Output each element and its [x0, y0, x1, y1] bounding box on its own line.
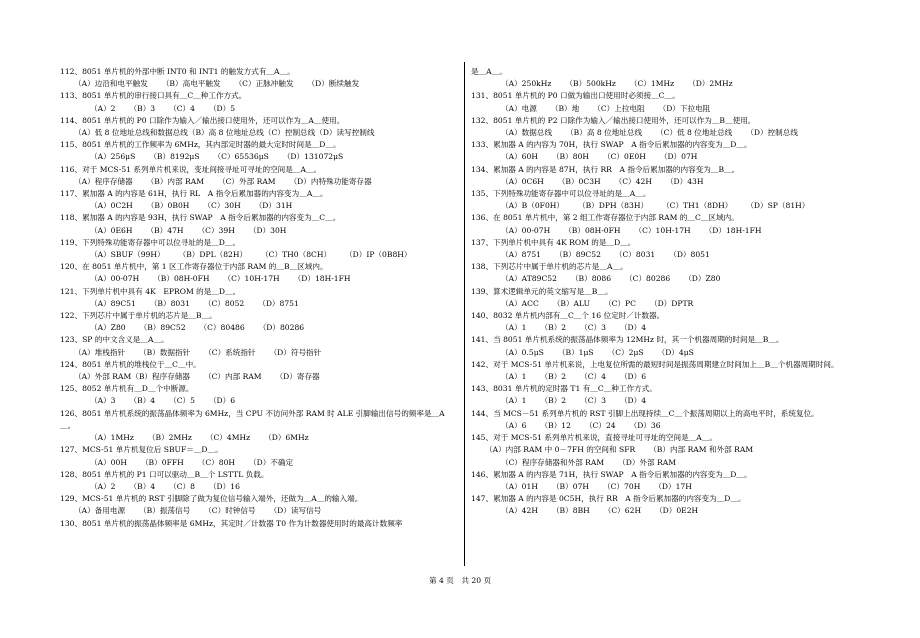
option-row	[60, 347, 458, 359]
answer-option: （B）3	[129, 103, 156, 113]
option-row	[471, 505, 876, 517]
answer-option: （A）1	[501, 396, 527, 406]
answer-option: （A）数据总线	[501, 128, 553, 138]
answer-option: （D）4μS	[657, 347, 694, 357]
question-stem: 125、8052 单片机有＿D＿个中断源。	[60, 384, 194, 394]
answer-option: （A）AT89C52	[501, 274, 557, 284]
answer-option: （C）80H	[197, 457, 236, 467]
question-stem: 122、下列芯片中属于单片机的芯片是＿B＿。	[60, 311, 217, 321]
question-stem: 140、8032 单片机内部有＿C＿个 16 位定时／计数器。	[471, 311, 665, 321]
option-row	[60, 505, 458, 517]
question-stem: 126、8051 单片机系统的振荡晶体频率为 6MHz，当 CPU 不访问外部 RAM 时 ALE 引脚输出信号的频率是＿A＿。	[60, 408, 445, 430]
answer-option: （A）堆栈指针	[74, 347, 126, 357]
answer-option: （A）内部 RAM 中 0－7FH 的空间和 SFR	[485, 445, 636, 455]
answer-option: （C）4	[169, 103, 195, 113]
answer-option: （B）2	[540, 372, 567, 382]
option-row	[60, 298, 458, 310]
answer-option: （D）07H	[659, 152, 698, 162]
question-stem: 114、8051 单片机的 P0 口除作为输入／输出接口使用外，还可以作为＿A＿使用。	[60, 115, 345, 125]
left-column	[60, 66, 458, 530]
question-stem: 138、下列芯片中属于单片机的芯片是＿A＿。	[471, 262, 628, 272]
answer-option: （B）8192μS	[149, 152, 200, 162]
answer-option: （A）备用电源	[74, 506, 126, 516]
answer-option: （A）42H	[501, 506, 538, 516]
question-stem: 145、对于 MCS-51 系列单片机来说，直接寻址可寻址的空间是＿A＿。	[471, 433, 717, 443]
question-stem: 117、累加器 A 的内容是 61H，执行 RL A 指令后累加器的内容变为＿A＿。	[60, 189, 328, 199]
answer-option: （D）下拉电阻	[658, 103, 711, 113]
answer-option: （C）62H	[603, 506, 642, 516]
answer-option: （B）89C52	[139, 323, 186, 333]
question-stem: 146、累加器 A 的内容是 71H，执行 SWAP A 指令后累加器的内容变为＿D＿。	[471, 469, 752, 479]
answer-option: （B）47H	[146, 225, 184, 235]
answer-option: （D）DPTR	[649, 298, 694, 308]
answer-option: （B）08H-0FH	[153, 274, 210, 284]
question-stem: 132、8051 单片机的 P2 口除作为输入／输出接口使用外，还可以作为＿B＿使用。	[471, 115, 756, 125]
answer-option: （B）0B0H	[146, 201, 190, 211]
option-row	[471, 322, 876, 334]
option-row	[60, 78, 458, 90]
answer-option: （B）1μS	[557, 347, 594, 357]
answer-option: （C）10H-17H	[634, 225, 691, 235]
answer-option: （D）寄存器	[275, 372, 320, 382]
option-row	[471, 200, 876, 212]
answer-option: （D）不确定	[249, 457, 294, 467]
answer-option: （D）17H	[654, 481, 692, 491]
answer-option: （B）2	[540, 396, 567, 406]
answer-option: （B）0FFH	[140, 457, 184, 467]
answer-option: （A）2	[90, 481, 116, 491]
answer-option: （C）正脉冲触发	[234, 79, 294, 89]
answer-option: （D）131072μS	[282, 152, 344, 162]
answer-option: （A）程序存储器	[74, 176, 133, 186]
answer-option: （A）250kHz	[501, 79, 552, 89]
answer-option: （A）0C2H	[90, 201, 133, 211]
answer-option: （D）Z80	[684, 274, 721, 284]
answer-option: （A）01H	[501, 481, 538, 491]
answer-option: （C）39H	[197, 225, 235, 235]
option-row	[60, 151, 458, 163]
option-row	[471, 444, 876, 456]
answer-option: （B）高电平触发	[161, 79, 221, 89]
answer-option: （C）1MHz	[629, 79, 675, 89]
answer-option: （D）IP（0B8H）	[345, 250, 412, 260]
option-row	[471, 347, 876, 359]
option-row	[60, 432, 458, 444]
answer-option: （D）36	[629, 420, 661, 430]
option-row	[471, 176, 876, 188]
answer-option: （D）6	[619, 372, 647, 382]
answer-option: （C）10H-17H	[223, 274, 280, 284]
option-row	[471, 249, 876, 261]
option-row	[60, 176, 458, 188]
answer-option: （D）8751	[258, 298, 299, 308]
answer-option: （A）ACC	[501, 298, 539, 308]
answer-option: （D）30H	[248, 225, 287, 235]
option-row	[471, 103, 876, 115]
answer-option: （C）65536μS	[213, 152, 269, 162]
question-stem: 127、MCS-51 单片机复位后 SBUF＝＿D＿。	[60, 445, 223, 455]
answer-option: （C）80286	[625, 274, 671, 284]
answer-option: （D）43H	[665, 176, 704, 186]
question-stem: 144、当 MCS－51 系列单片机的 RST 引脚上出现持续＿C＿个振荡周期以上的高电平时，系统复位。	[471, 408, 819, 418]
answer-option: （A）1MHz	[90, 433, 134, 443]
answer-option: （A）0E6H	[90, 225, 133, 235]
column-divider	[464, 62, 465, 566]
option-row	[60, 103, 458, 115]
answer-option: （C）2μS	[607, 347, 644, 357]
answer-option: （D）31H	[254, 201, 293, 211]
question-stem: 是＿A＿。	[471, 67, 507, 76]
question-stem: 115、8051 单片机的工作频率为 6MHz，其内部定时器的最大定时时间是＿D＿。	[60, 140, 341, 150]
option-row	[60, 457, 458, 469]
answer-option: （A）Z80	[90, 323, 126, 333]
question-stem: 142、对于 MCS-51 单片机来说，上电复位所需的最短时间是振荡周期建立时间加上＿B＿个机器周期时间。	[471, 359, 839, 369]
answer-option: （B）500kHz	[565, 79, 616, 89]
answer-option: （C）时钟信号	[204, 506, 256, 516]
question-stem: 136、在 8051 单片机中，第 2 组工作寄存器位于内部 RAM 的＿C＿区域内。	[471, 213, 739, 223]
option-row	[471, 298, 876, 310]
answer-option: （C）70H	[603, 481, 641, 491]
answer-option: （C）3	[580, 396, 606, 406]
question-stem: 147、累加器 A 的内容是 0C5H，执行 RR A 指令后累加器的内容变为＿D＿。	[471, 494, 746, 504]
option-row	[60, 371, 458, 383]
question-stem: 123、SP 的中文含义是＿A＿。	[60, 335, 169, 345]
option-row	[60, 225, 458, 237]
answer-option: （A）0C6H	[501, 176, 544, 186]
answer-option: （B）4	[129, 481, 156, 491]
answer-option: （C）30H	[203, 201, 241, 211]
answer-option: （B）07H	[551, 481, 590, 491]
answer-option: （B）8BH	[551, 506, 590, 516]
question-stem: 135、下列特殊功能寄存器中可以位寻址的是＿A＿。	[471, 189, 651, 199]
answer-option: （A）60H	[501, 152, 538, 162]
answer-option: （A）0.5μS	[501, 347, 544, 357]
option-row	[471, 420, 876, 432]
answer-option: （A）低 8 位地址总线和数据总线（B）高 8 位地址总线（C）控制总线（D）读写控制线	[74, 128, 375, 138]
question-stem: 131、8051 单片机的 P0 口做为输出口使用时必须接＿C＿。	[471, 91, 680, 101]
answer-option: （C）4MHz	[205, 433, 251, 443]
answer-option: （B）数据指针	[139, 347, 191, 357]
answer-option: （A）256μS	[90, 152, 136, 162]
option-row	[471, 273, 876, 285]
right-column	[471, 66, 876, 518]
question-stem: 121、下列单片机中具有 4K EPROM 的是＿D＿。	[60, 286, 241, 296]
answer-option: （C）TH1（8DH）	[662, 201, 733, 211]
option-row	[471, 371, 876, 383]
answer-option: （A）1	[501, 323, 527, 333]
answer-option: （D）6	[208, 396, 236, 406]
question-stem: 124、8051 单片机的堆栈位于＿C＿中。	[60, 359, 201, 369]
answer-option: （C）24	[584, 420, 616, 430]
answer-option: （C）8031	[614, 250, 656, 260]
answer-option: （D）4	[619, 396, 647, 406]
answer-option: （B）DPH（83H）	[578, 201, 649, 211]
answer-option: （C）8052	[203, 298, 245, 308]
answer-option: （D）外部 RAM	[618, 457, 676, 467]
answer-option: （D）80286	[258, 323, 305, 333]
answer-option: （C）系统指针	[204, 347, 256, 357]
option-row	[60, 273, 458, 285]
answer-option: （B）08H-0FH	[564, 225, 621, 235]
answer-option: （A）B（0F0H）	[501, 201, 564, 211]
question-stem: 116、对于 MCS-51 系列单片机来说，变址间接寻址可寻址的空间是＿A＿。	[60, 164, 322, 174]
answer-option: （B）地	[550, 103, 580, 113]
answer-option: （A）边沿和电平触发	[74, 79, 148, 89]
question-stem: 141、当 8051 单片机系统的振荡晶体频率为 12MHz 时，其一个机器周期的时间是＿B＿。	[471, 335, 784, 345]
answer-option: （D）5	[208, 103, 236, 113]
answer-option: （D）8051	[669, 250, 710, 260]
option-row	[60, 249, 458, 261]
question-stem: 119、下列特殊功能寄存器中可以位寻址的是＿D＿。	[60, 237, 241, 247]
answer-option: （C）TH0（8CH）	[261, 250, 332, 260]
answer-option: （B）8086	[570, 274, 612, 284]
question-stem: 113、8051 单片机的串行接口具有＿C＿种工作方式。	[60, 91, 247, 101]
answer-option: （B）振荡信号	[139, 506, 191, 516]
answer-option: （D）内特殊功能寄存器	[289, 176, 372, 186]
answer-option: （C）低 8 位地址总线	[656, 128, 733, 138]
answer-option: （D）18H-1FH	[704, 225, 762, 235]
answer-option: （B）4	[129, 396, 156, 406]
answer-option: （A）00H	[90, 457, 127, 467]
answer-option: （B）内部 RAM	[146, 176, 204, 186]
option-row	[471, 151, 876, 163]
question-stem: 137、下列单片机中具有 4K ROM 的是＿D＿。	[471, 237, 636, 247]
question-stem: 118、累加器 A 的内容是 93H，执行 SWAP A 指令后累加器的内容变为＿C＿。	[60, 213, 341, 223]
option-row	[471, 457, 876, 469]
answer-option: （D）16	[208, 481, 240, 491]
option-row	[471, 395, 876, 407]
answer-option: （B）0C3H	[557, 176, 601, 186]
answer-option: （C）上拉电阻	[593, 103, 645, 113]
answer-option: （C）42H	[614, 176, 652, 186]
question-stem: 128、8051 单片机的 P1 口可以驱动＿B＿个 LSTTL 负载。	[60, 469, 269, 479]
answer-option: （C）80486	[199, 323, 245, 333]
question-stem: 134、累加器 A 的内容是 87H，执行 RR A 指令后累加器的内容变为＿B＿。	[471, 164, 740, 174]
answer-option: （A）SBUF（99H）	[90, 250, 165, 260]
answer-option: （D）4	[619, 323, 647, 333]
answer-option: （B）80H	[551, 152, 590, 162]
answer-option: （B）高 8 位地址总线	[566, 128, 643, 138]
option-row	[60, 322, 458, 334]
question-stem: 112、8051 单片机的外部中断 INT0 和 INT1 的触发方式有＿A＿。	[60, 67, 295, 76]
answer-option: （B）2	[540, 323, 567, 333]
answer-option: （C）内部 RAM	[204, 372, 262, 382]
answer-option: （C）8	[169, 481, 195, 491]
answer-option: （B）89C52	[555, 250, 601, 260]
question-stem: 139、算术逻辑单元的英文缩写是＿B＿。	[471, 286, 613, 296]
option-row	[471, 78, 876, 90]
page-footer: 第 4 页 共 20 页	[428, 576, 492, 585]
answer-option: （C）0E0H	[603, 152, 646, 162]
answer-option: （A）00-07H	[501, 225, 551, 235]
answer-option: （D）0E2H	[655, 506, 699, 516]
option-row	[471, 127, 876, 139]
option-row	[60, 481, 458, 493]
question-stem: 133、累加器 A 的内容为 70H，执行 SWAP A 指令后累加器的内容变为＿D＿。	[471, 140, 752, 150]
option-row	[60, 200, 458, 212]
option-row	[60, 395, 458, 407]
option-row	[471, 225, 876, 237]
answer-option: （D）符号指针	[269, 347, 322, 357]
answer-option: （C）3	[580, 323, 606, 333]
answer-option: （A）8751	[501, 250, 541, 260]
answer-option: （C）外部 RAM	[218, 176, 276, 186]
answer-option: （B）内部 RAM 和外部 RAM	[649, 445, 754, 455]
answer-option: （D）控制总线	[746, 128, 798, 138]
answer-option: （A）00-07H	[90, 274, 140, 284]
question-stem: 120、在 8051 单片机中，第 1 区工作寄存器位于内部 RAM 的＿B＿区域内。	[60, 262, 328, 272]
answer-option: （B）8031	[149, 298, 190, 308]
answer-option: （B）12	[540, 420, 571, 430]
answer-option: （C）5	[169, 396, 195, 406]
answer-option: （C）程序存储器和外部 RAM	[501, 457, 605, 467]
answer-option: （A）6	[501, 420, 527, 430]
answer-option: （A）1	[501, 372, 527, 382]
answer-option: （A）外部 RAM（B）程序存储器	[74, 372, 190, 382]
option-row	[60, 127, 458, 139]
answer-option: （D）2MHz	[688, 79, 733, 89]
answer-option: （B）2MHz	[147, 433, 192, 443]
question-stem: 143、8031 单片机的定时器 T1 有＿C＿种工作方式。	[471, 384, 657, 394]
option-row	[471, 481, 876, 493]
answer-option: （C）4	[580, 372, 606, 382]
answer-option: （B）DPL（82H）	[178, 250, 248, 260]
answer-option: （A）2	[90, 103, 116, 113]
answer-option: （D）读写信号	[269, 506, 322, 516]
answer-option: （D）6MHz	[264, 433, 309, 443]
answer-option: （D）断续触发	[307, 79, 360, 89]
answer-option: （D）18H-1FH	[293, 274, 351, 284]
answer-option: （B）ALU	[552, 298, 591, 308]
question-stem: 129、MCS-51 单片机的 RST 引脚除了做为复位信号输入端外，还做为＿A＿的输入端。	[60, 494, 363, 504]
answer-option: （A）电源	[501, 103, 537, 113]
question-stem: 130、8051 单片机的振荡晶体频率是 6MHz，其定时／计数器 T0 作为计数器使用时的最高计数频率	[60, 518, 403, 528]
answer-option: （A）89C51	[90, 298, 136, 308]
answer-option: （A）3	[90, 396, 116, 406]
answer-option: （D）SP（81H）	[746, 201, 810, 211]
answer-option: （C）PC	[604, 298, 636, 308]
